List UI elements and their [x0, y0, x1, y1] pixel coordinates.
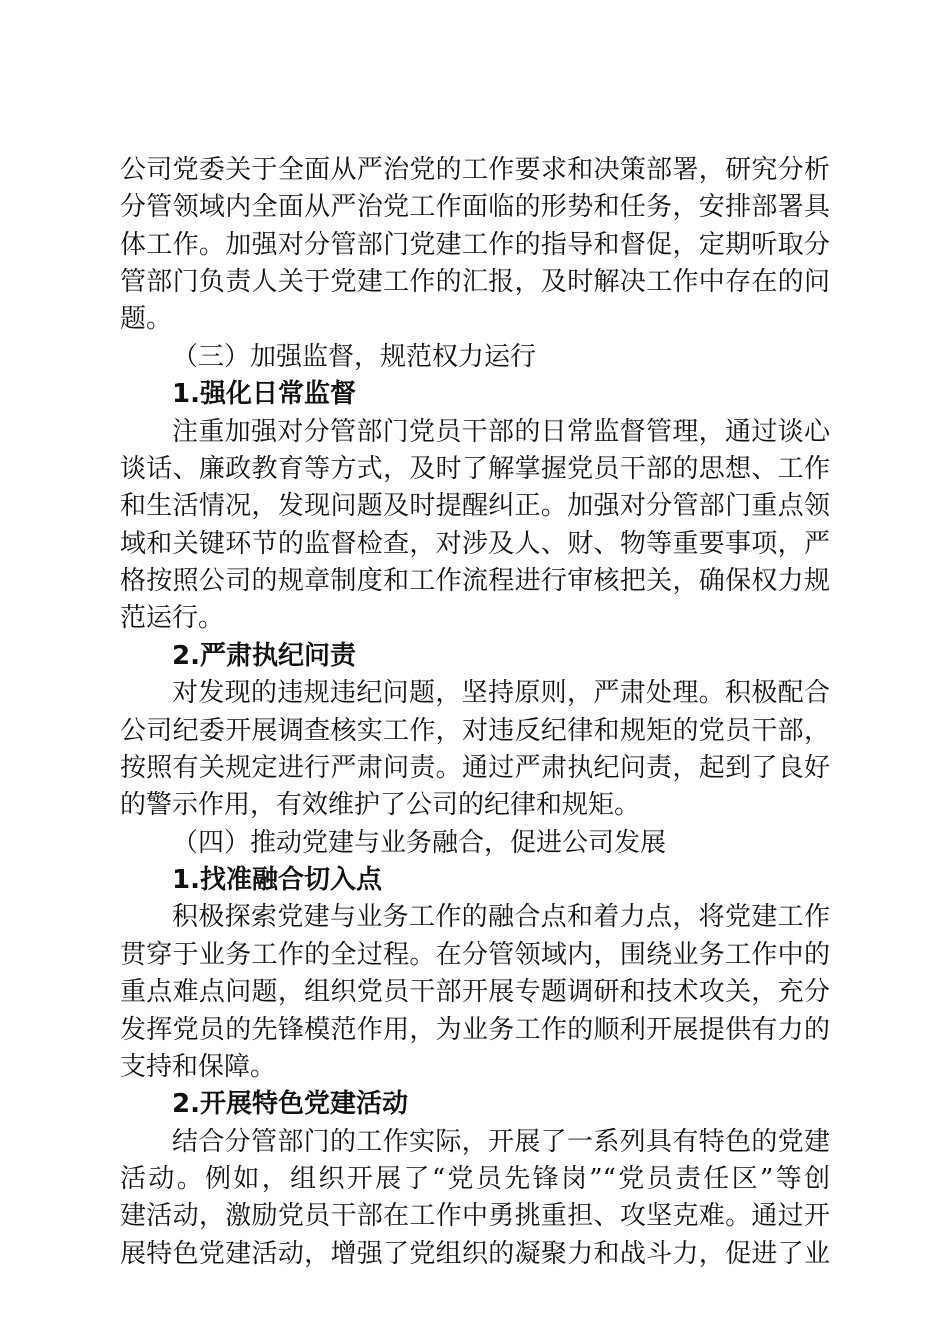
paragraph-line: 管部门负责人关于党建工作的汇报，及时解决工作中存在的问 — [120, 267, 830, 297]
paragraph-line: 的警示作用，有效维护了公司的纪律和规矩。 — [120, 790, 641, 820]
paragraph-line: 积极探索党建与业务工作的融合点和着力点，将党建工作 — [172, 902, 830, 932]
paragraph-line: 发挥党员的先锋模范作用，为业务工作的顺利开展提供有力的 — [120, 1015, 830, 1045]
paragraph-line: 公司党委关于全面从严治党的工作要求和决策部署，研究分析 — [120, 155, 830, 185]
paragraph-line: 体工作。加强对分管部门党建工作的指导和督促，定期听取分 — [120, 230, 830, 260]
subsection-heading: 1.找准融合切入点 — [172, 865, 382, 895]
paragraph-line: 范运行。 — [120, 603, 225, 633]
subsection-heading: 1.强化日常监督 — [172, 379, 356, 409]
subsection-heading: 2.严肃执纪问责 — [172, 641, 356, 671]
paragraph-line: 和生活情况，发现问题及时提醒纠正。加强对分管部门重点领 — [120, 491, 830, 521]
paragraph-line: 支持和保障。 — [120, 1052, 277, 1082]
paragraph-line: 建活动，激励党员干部在工作中勇挑重担、攻坚克难。通过开 — [120, 1201, 830, 1231]
paragraph-line: 谈话、廉政教育等方式，及时了解掌握党员干部的思想、工作 — [120, 454, 830, 484]
paragraph-line: 重点难点问题，组织党员干部开展专题调研和技术攻关，充分 — [120, 977, 830, 1007]
subsection-heading: 2.开展特色党建活动 — [172, 1089, 408, 1119]
paragraph-line: 格按照公司的规章制度和工作流程进行审核把关，确保权力规 — [120, 566, 830, 596]
paragraph-line: 题。 — [120, 304, 173, 334]
paragraph-line: 域和关键环节的监督检查，对涉及人、财、物等重要事项，严 — [120, 529, 830, 559]
paragraph-line: 注重加强对分管部门党员干部的日常监督管理，通过谈心 — [172, 417, 830, 447]
paragraph-line: 贯穿于业务工作的全过程。在分管领域内，围绕业务工作中的 — [120, 940, 830, 970]
section-heading: （四）推动党建与业务融合，促进公司发展 — [172, 828, 667, 858]
paragraph-line: 结合分管部门的工作实际，开展了一系列具有特色的党建 — [172, 1127, 830, 1157]
paragraph-line: 活动。例如，组织开展了“党员先锋岗”“党员责任区”等创 — [120, 1164, 830, 1194]
paragraph-line: 公司纪委开展调查核实工作，对违反纪律和规矩的党员干部， — [120, 716, 830, 746]
paragraph-line: 按照有关规定进行严肃问责。通过严肃执纪问责，起到了良好 — [120, 753, 830, 783]
paragraph-line: 展特色党建活动，增强了党组织的凝聚力和战斗力，促进了业 — [120, 1239, 830, 1269]
paragraph-line: 对发现的违规违纪问题，坚持原则，严肃处理。积极配合 — [172, 678, 830, 708]
paragraph-line: 分管领域内全面从严治党工作面临的形势和任务，安排部署具 — [120, 192, 830, 222]
section-heading: （三）加强监督，规范权力运行 — [172, 342, 537, 372]
